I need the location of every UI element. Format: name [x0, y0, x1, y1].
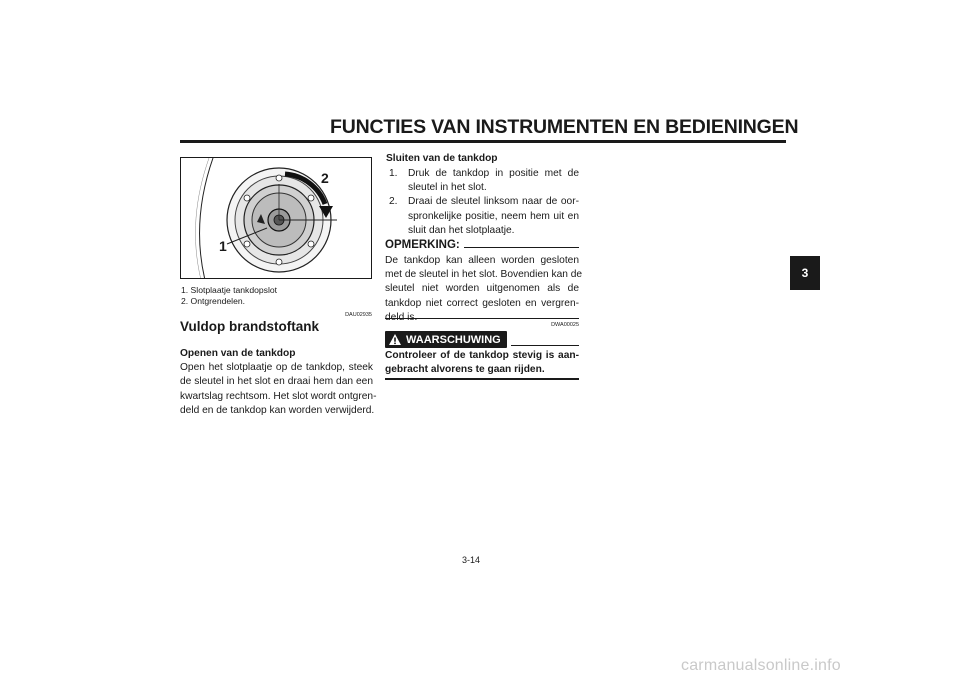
note-line: tankdop niet correct gesloten en vergren-: [385, 297, 579, 309]
note-text: [385, 254, 583, 325]
watermark: carmanualsonline.info: [681, 657, 841, 674]
step-line: Draai de sleutel linksom naar de oor-: [408, 196, 579, 208]
step-item: [386, 167, 579, 195]
note-header: [385, 239, 579, 251]
warning-text: [385, 349, 579, 377]
para-line: de sleutel in het slot en draai hem dan een: [180, 376, 373, 388]
chapter-tab: 3: [790, 256, 820, 290]
warning-footer-rule: [385, 378, 579, 380]
para-line: kwartslag rechtsom. Het slot wordt ontgren-: [180, 390, 377, 402]
callout-1: 1: [219, 238, 227, 254]
warning-label: WAARSCHUWING: [406, 333, 501, 346]
page-number: 3-14: [462, 555, 481, 565]
step-line: spronkelijke positie, neem hem uit en: [408, 210, 579, 222]
fuel-cap-figure: [180, 157, 372, 279]
warning-badge: [385, 331, 507, 348]
step-line: sluit dan het slotplaatje.: [408, 224, 515, 236]
step-number: 2.: [389, 196, 398, 208]
warning-header: [385, 331, 579, 348]
caption-item: 1. Slotplaatje tankdopslot: [181, 285, 278, 295]
note-header-rule: [464, 247, 579, 248]
caption-item: 2. Ontgrendelen.: [181, 296, 246, 306]
header-rule: [180, 140, 786, 143]
step-item: [386, 195, 579, 238]
warning-code: DWA00025: [551, 322, 579, 328]
step-number: 1.: [389, 168, 398, 179]
warning-triangle-icon: [388, 333, 402, 346]
note-line: De tankdop kan alleen worden gesloten: [385, 255, 579, 266]
closing-steps: [386, 167, 579, 238]
page-title: FUNCTIES VAN INSTRUMENTEN EN BEDIENINGEN: [330, 116, 799, 138]
step-line: Druk de tankdop in positie met de: [408, 168, 579, 179]
note-line: met de sleutel in het slot. Bovendien kan de: [385, 269, 583, 281]
opening-section: [180, 347, 377, 418]
callout-2: 2: [321, 170, 329, 186]
opening-subheading: Openen van de tankdop: [180, 348, 296, 359]
warning-line: Controleer of de tankdop stevig is aan-: [385, 350, 579, 361]
step-line: sleutel in het slot.: [408, 182, 487, 194]
note-line: sleutel niet worden uitgenomen als de: [385, 283, 579, 295]
warning-line: gebracht alvorens te gaan rijden.: [385, 364, 545, 376]
section-code: DAU02935: [345, 312, 372, 318]
figure-caption: [181, 285, 277, 307]
closing-subheading: Sluiten van de tankdop: [386, 153, 498, 164]
note-footer-rule: [385, 318, 579, 319]
section-heading: Vuldop brandstoftank: [180, 319, 319, 334]
para-line: deld en de tankdop kan worden verwijderd.: [180, 404, 375, 416]
para-line: Open het slotplaatje op de tankdop, steek: [180, 362, 373, 374]
warning-header-rule: [511, 345, 579, 346]
fuel-cap-illustration: [181, 158, 372, 279]
note-label: OPMERKING:: [385, 239, 460, 251]
